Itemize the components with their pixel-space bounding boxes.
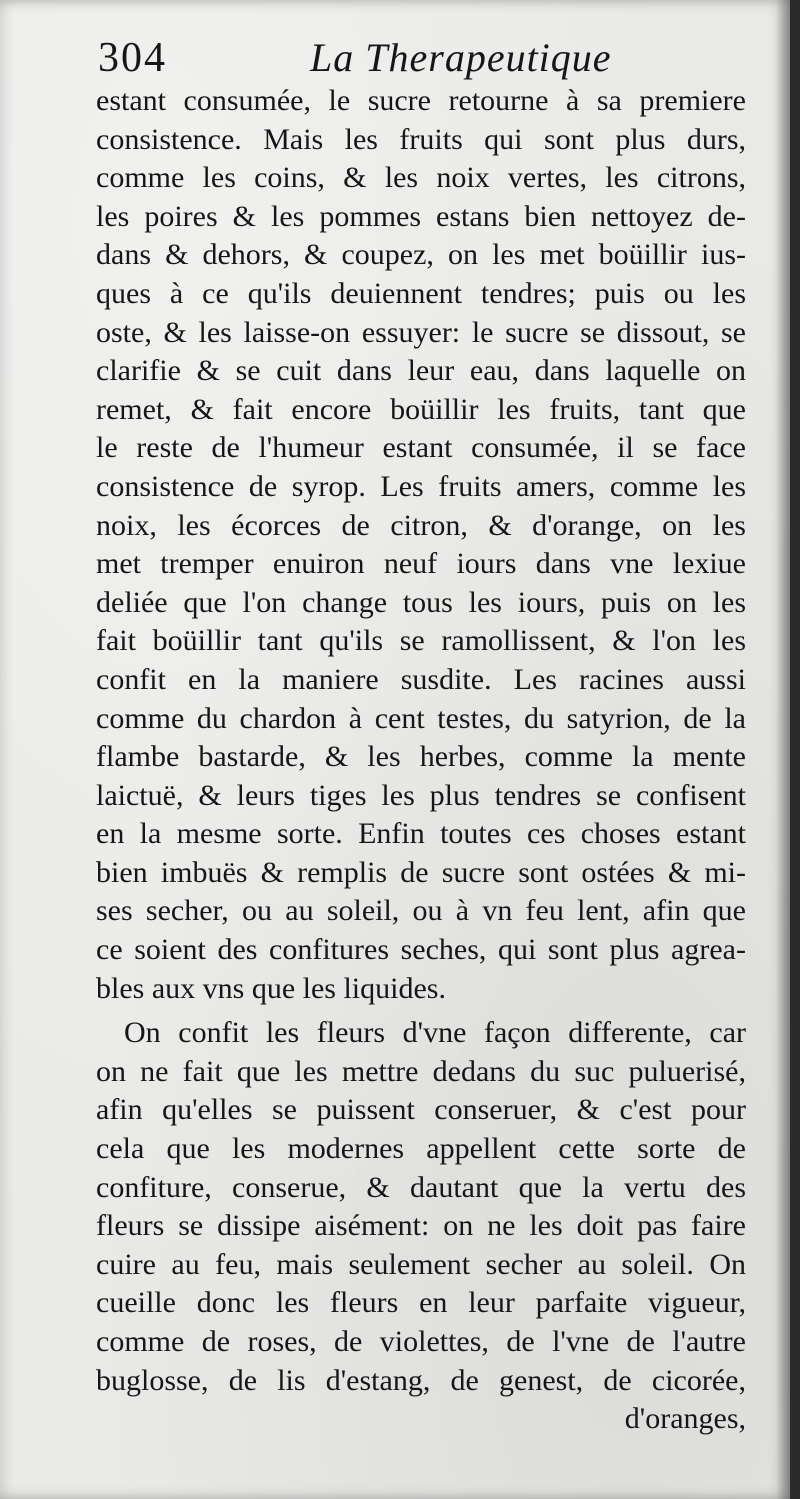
text-line: consistence de syrop. Les fruits amers, comme les xyxy=(96,469,746,503)
body-text xyxy=(96,82,746,1439)
text-line: met tremper enuiron neuf iours dans vne lexiue xyxy=(96,547,746,581)
text-line: consistence. Mais les fruits qui sont plus durs, xyxy=(96,122,746,156)
text-line: cela que les modernes appellent cette sorte de xyxy=(96,1132,746,1166)
text-line: ce soient des confitures seches, qui sont plus agrea- xyxy=(96,933,746,967)
running-title: La Therapeutique xyxy=(310,35,612,80)
text-line: le reste de l'humeur estant consumée, il se face xyxy=(96,431,746,465)
text-line: remet, & fait encore boüillir les fruits, tant que xyxy=(96,392,746,426)
text-line: les poires & les pommes estans bien nettoyez de- xyxy=(96,199,746,233)
text-line: laictuë, & leurs tiges les plus tendres se confisent xyxy=(96,778,746,812)
text-line: buglosse, de lis d'estang, de genest, de cicorée, xyxy=(96,1363,746,1397)
text-line: ses secher, ou au soleil, ou à vn feu lent, afin que xyxy=(96,894,746,928)
text-line: fleurs se dissipe aisément: on ne les doit pas faire xyxy=(96,1209,746,1243)
text-line: afin qu'elles se puissent conseruer, & c'est pour xyxy=(96,1093,746,1127)
page-number: 304 xyxy=(98,35,167,81)
text-line: ques à ce qu'ils deuiennent tendres; puis ou les xyxy=(96,276,746,310)
text-line: confiture, conserue, & dautant que la vertu des xyxy=(96,1170,746,1204)
text-line: comme les coins, & les noix vertes, les citrons, xyxy=(96,161,746,195)
text-line: cueille donc les fleurs en leur parfaite vigueur, xyxy=(96,1286,746,1320)
text-line: dans & dehors, & coupez, on les met boüillir ius- xyxy=(96,238,746,272)
text-line: bien imbuës & remplis de sucre sont ostées & mi- xyxy=(96,855,746,889)
text-line: fait boüillir tant qu'ils se ramollissent, & l'on les xyxy=(96,624,746,658)
catchword: d'oranges, xyxy=(624,1402,746,1436)
text-line: bles aux vns que les liquides. xyxy=(96,971,446,1005)
text-line: estant consumée, le sucre retourne à sa premiere xyxy=(96,84,746,117)
paragraph xyxy=(96,1014,746,1400)
text-line: On confit les fleurs d'vne façon differente, car xyxy=(124,1016,746,1050)
text-line: noix, les écorces de citron, & d'orange, on les xyxy=(96,508,746,542)
text-line: cuire au feu, mais seulement secher au soleil. On xyxy=(96,1247,746,1281)
text-line: confit en la maniere susdite. Les racines aussi xyxy=(96,662,746,696)
text-line: comme de roses, de violettes, de l'vne de l'autre xyxy=(96,1325,746,1358)
page-header xyxy=(98,30,748,86)
text-line: en la mesme sorte. Enfin toutes ces choses estant xyxy=(96,817,746,851)
text-line: flambe bastarde, & les herbes, comme la mente xyxy=(96,740,746,774)
page-edge-shadow xyxy=(776,0,790,1499)
text-line: oste, & les laisse-on essuyer: le sucre se dissout, se xyxy=(96,315,746,349)
text-line: comme du chardon à cent testes, du satyrion, de la xyxy=(96,701,746,735)
paragraph xyxy=(96,82,746,1008)
text-line: clarifie & se cuit dans leur eau, dans laquelle on xyxy=(96,354,746,388)
text-line: on ne fait que les mettre dedans du suc puluerisé, xyxy=(96,1054,746,1088)
text-line: deliée que l'on change tous les iours, puis on les xyxy=(96,585,746,619)
